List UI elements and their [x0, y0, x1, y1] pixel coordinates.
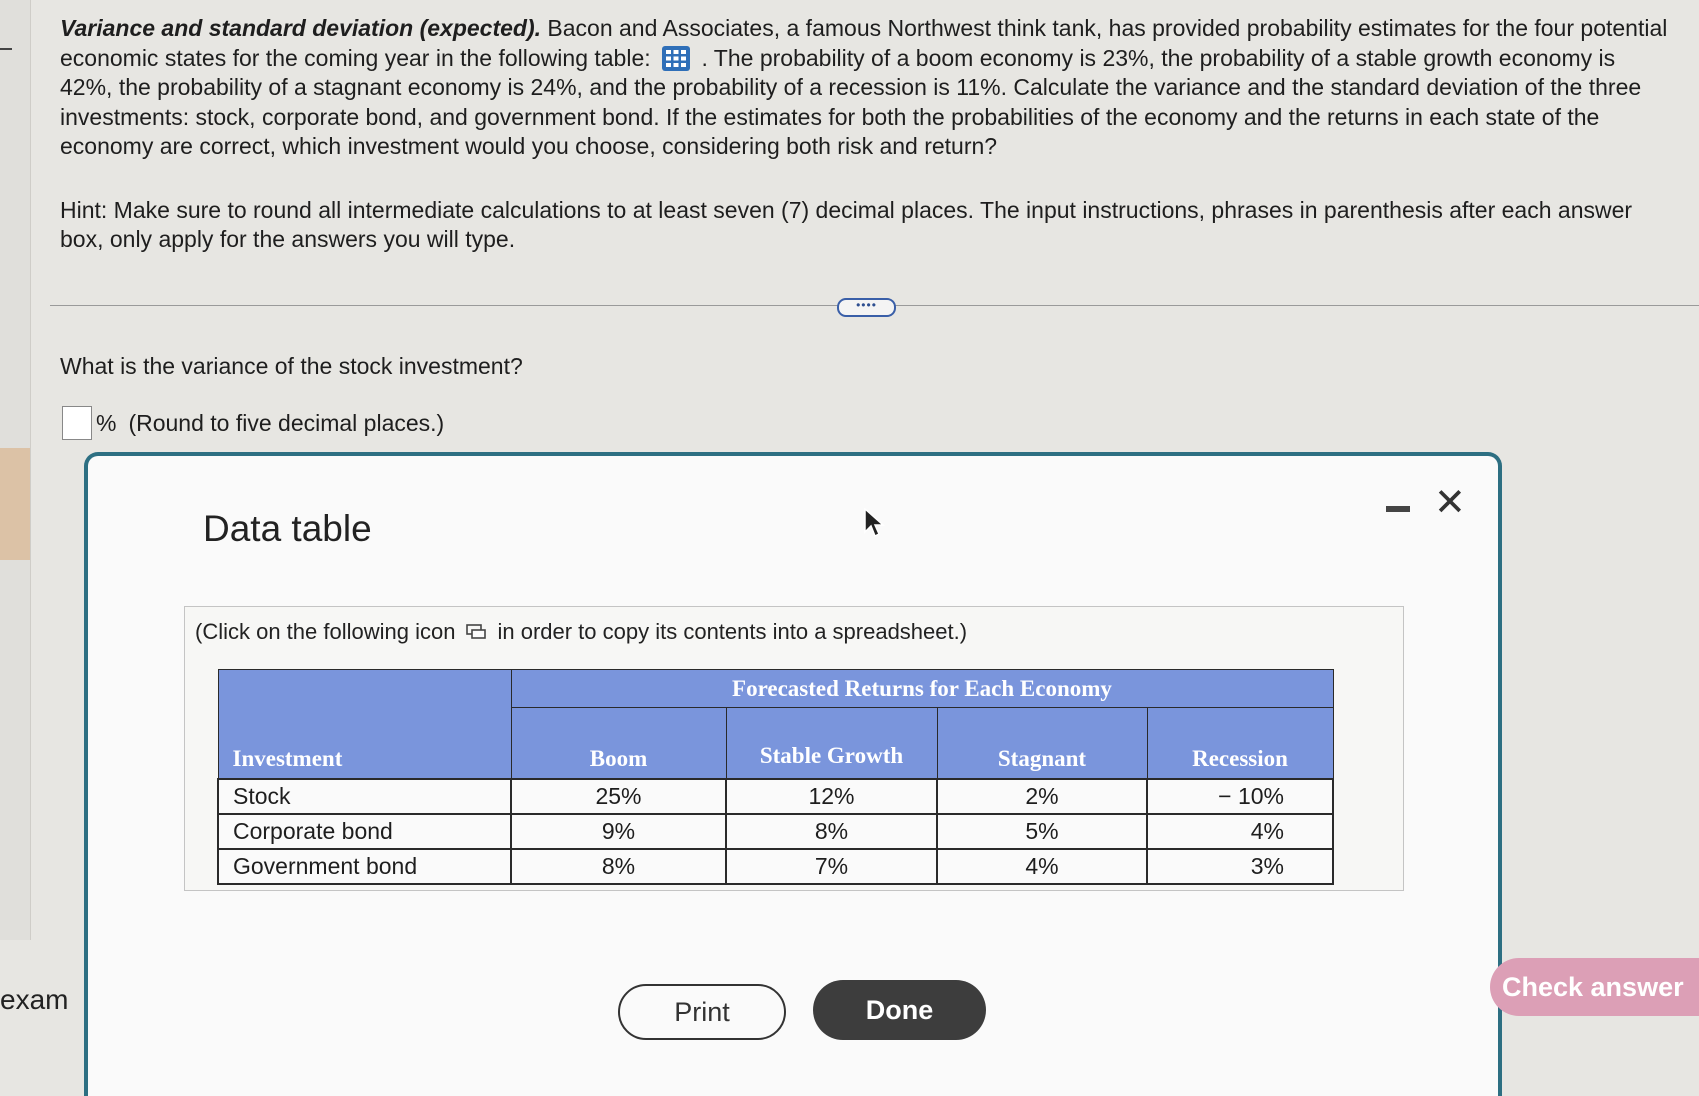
table-row [218, 779, 1333, 814]
header-forecasted-returns: Forecasted Returns for Each Economy [511, 670, 1333, 708]
cell-stable: 7% [726, 849, 937, 884]
hint-text: Hint: Make sure to round all intermediate calculations to at least seven (7) decimal places. The input instructions, phrases in parenthesis after each answer box, only apply for the answers you will type. [60, 197, 1633, 252]
cell-recession: 4% [1147, 814, 1333, 849]
cell-stagnant: 2% [937, 779, 1147, 814]
header-recession: Recession [1147, 708, 1333, 779]
cell-boom: 8% [511, 849, 726, 884]
header-investment: Investment [218, 670, 511, 779]
expand-more-button[interactable]: •••• [837, 298, 896, 317]
cell-stagnant: 5% [937, 814, 1147, 849]
answer-row [62, 406, 444, 440]
left-dash [0, 48, 12, 50]
header-boom: Boom [511, 708, 726, 779]
done-button[interactable]: Done [813, 980, 986, 1040]
answer-unit: % [96, 409, 117, 436]
modal-title: Data table [203, 508, 372, 549]
question-text: What is the variance of the stock investment? [60, 353, 523, 379]
cell-investment: Corporate bond [218, 814, 511, 849]
cell-stable: 8% [726, 814, 937, 849]
cell-boom: 25% [511, 779, 726, 814]
copy-note-after: in order to copy its contents into a spreadsheet.) [497, 619, 968, 644]
problem-text-1: Bacon and Associates, a famous Northwest think tank, has provided probability estimates for the four potential economic states for the coming year in the following table: [60, 15, 1668, 71]
table-row [218, 814, 1333, 849]
cell-recession: − 10% [1147, 779, 1333, 814]
table-grid-icon[interactable] [661, 45, 691, 72]
problem-title: Variance and standard deviation (expected). [60, 15, 542, 41]
data-table-panel [184, 606, 1404, 891]
data-table-modal [84, 452, 1502, 1096]
variance-answer-input[interactable] [62, 406, 92, 440]
problem-statement [60, 14, 1670, 162]
cell-boom: 9% [511, 814, 726, 849]
problem-text-2: . The probability of a boom economy is 23%, the probability of a stable growth economy is 42%, the probability of a stagnant economy is 24%, and the probability of a recession is 11%. Calculate the variance and the standard deviation of the three investments: stock, corporate bond, and government bond. If the estimates for both the probabilities of the economy and the returns in each state of the economy are correct, which investment would you choose, considering both risk and return? [60, 44, 1642, 159]
cell-recession: 3% [1147, 849, 1333, 884]
copy-to-spreadsheet-icon[interactable] [465, 622, 487, 642]
sidebar-tab[interactable] [0, 448, 30, 560]
table-row [218, 849, 1333, 884]
background-exam-text: exam [0, 984, 69, 1015]
returns-table [217, 669, 1334, 885]
header-stable-growth: Stable Growth [726, 708, 937, 779]
copy-note [195, 619, 967, 645]
minimize-icon[interactable] [1386, 506, 1410, 512]
cell-investment: Government bond [218, 849, 511, 884]
close-icon[interactable]: ✕ [1434, 482, 1466, 524]
cell-stagnant: 4% [937, 849, 1147, 884]
answer-instruction: (Round to five decimal places.) [128, 409, 445, 436]
check-answer-button[interactable]: Check answer [1490, 958, 1699, 1016]
copy-note-before: (Click on the following icon [195, 619, 456, 644]
cell-investment: Stock [218, 779, 511, 814]
cell-stable: 12% [726, 779, 937, 814]
left-sidebar-strip [0, 0, 31, 940]
mouse-cursor-icon [863, 508, 885, 538]
print-button[interactable]: Print [618, 984, 786, 1040]
header-stagnant: Stagnant [937, 708, 1147, 779]
